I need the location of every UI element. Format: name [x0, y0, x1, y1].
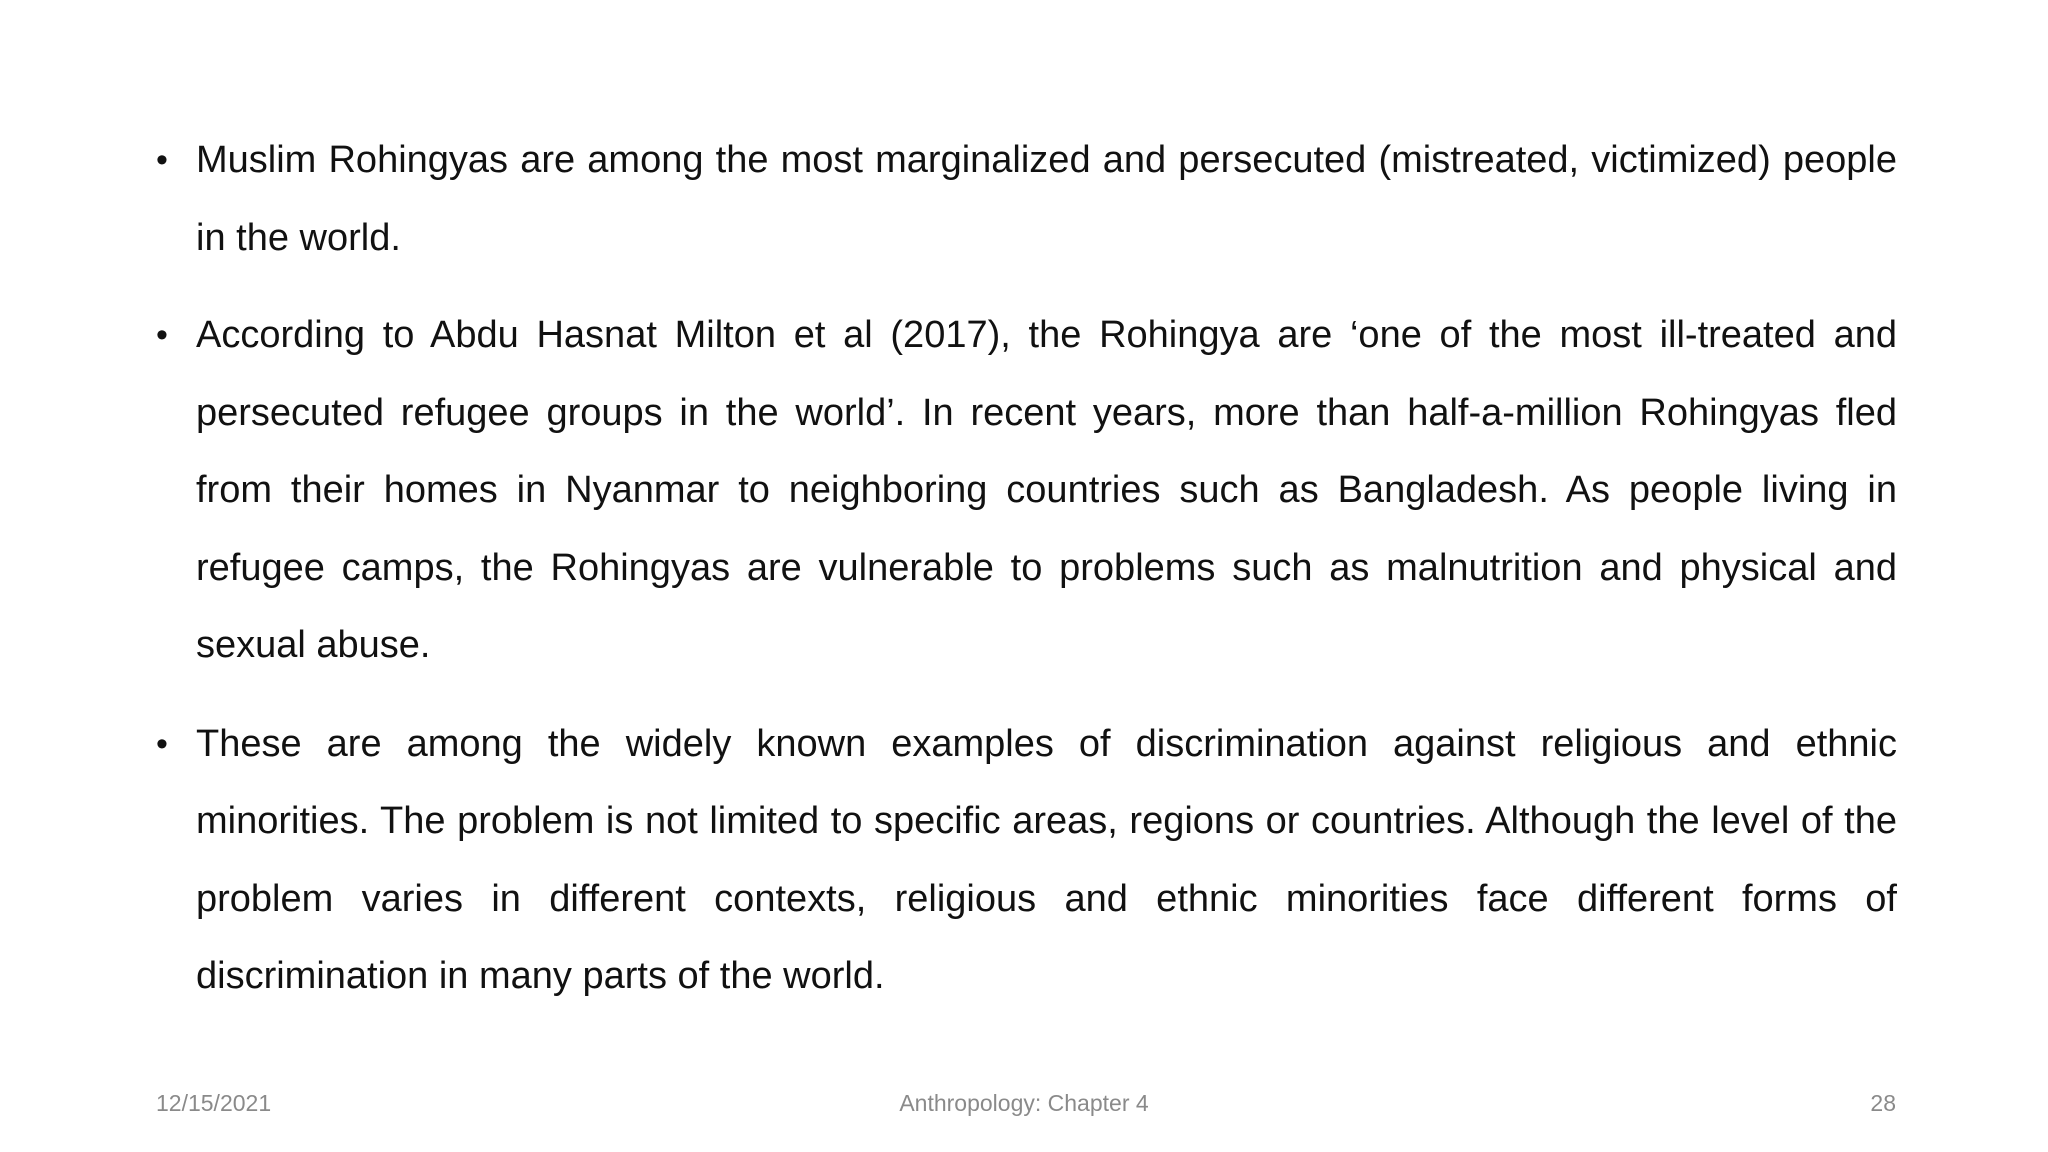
- bullet-item-rohingya-marginalized: • Muslim Rohingyas are among the most marginalized and persecuted (mistreated, victimized) people in the world.: [152, 122, 1897, 277]
- footer-title: Anthropology: Chapter 4: [899, 1090, 1149, 1116]
- bullet-item-milton-quote: • According to Abdu Hasnat Milton et al (2017), the Rohingya are ‘one of the most ill-treated and persecuted refugee groups in the world’. In recent years, more than half-a-million Rohingyas fled from their homes in Nyanmar to neighboring countries such as Bangladesh. As people living in refugee camps, the Rohingyas are vulnerable to problems such as malnutrition and physical and sexual abuse.: [152, 297, 1897, 685]
- bullet-item-discrimination-examples: • These are among the widely known examples of discrimination against religious and ethnic minorities. The problem is not limited to specific areas, regions or countries. Although the level of the problem varies in different contexts, religious and ethnic minorities face different forms of discrimination in many parts of the world.: [152, 706, 1897, 1016]
- footer-date: 12/15/2021: [156, 1090, 272, 1116]
- bullet-list: [152, 122, 1897, 1036]
- footer-page-number: 28: [1870, 1090, 1896, 1116]
